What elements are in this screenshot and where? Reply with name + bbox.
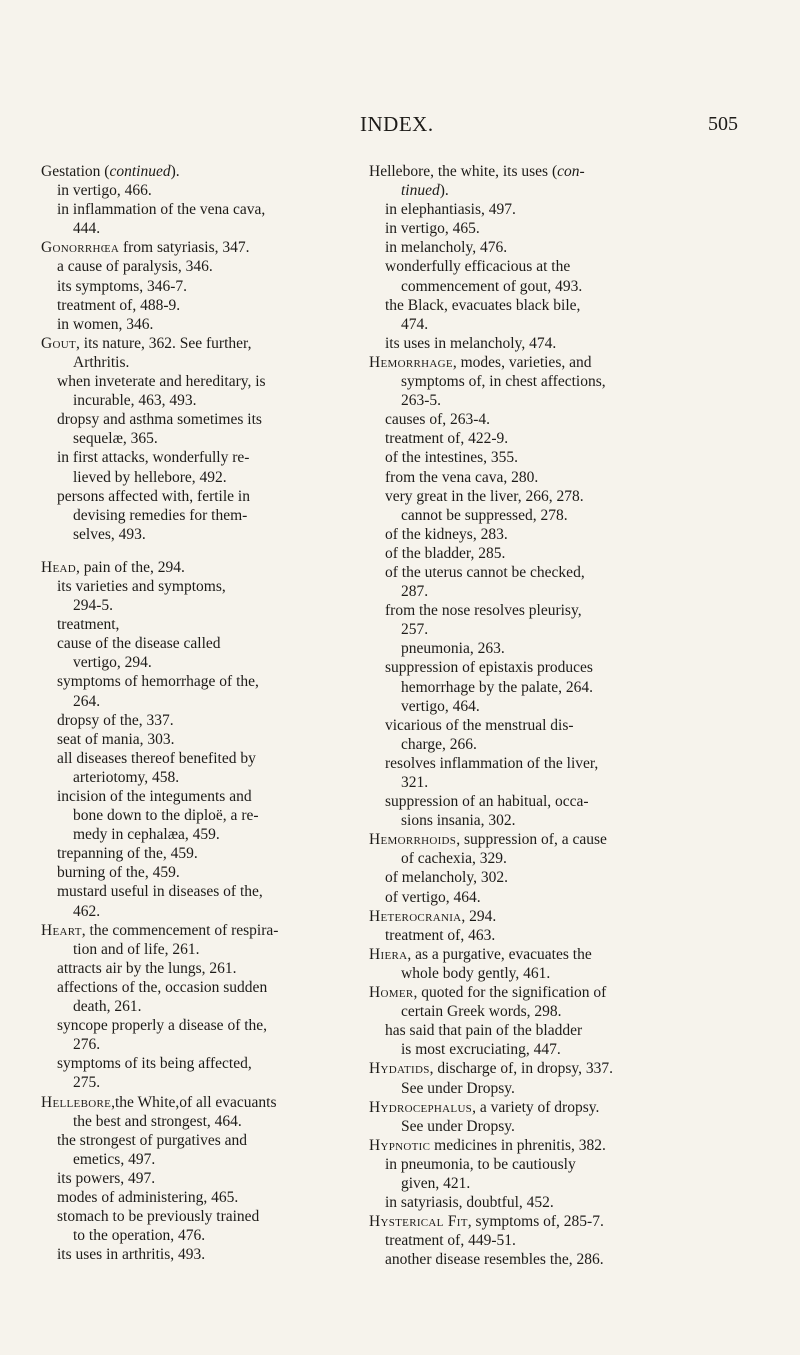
index-text: suppression of an habitual, occa-	[385, 793, 589, 811]
index-subentry	[369, 315, 711, 334]
index-text: symptoms of, in chest affections,	[401, 373, 606, 391]
index-text: incurable, 463, 493.	[73, 392, 197, 410]
index-text: of the bladder, 285.	[385, 544, 506, 562]
index-text: , a variety of dropsy.	[472, 1098, 600, 1116]
index-text: mustard useful in diseases of the,	[57, 883, 263, 901]
index-text: vicarious of the menstrual dis-	[385, 716, 574, 734]
index-text: symptoms of hemorrhage of the,	[57, 673, 259, 691]
index-subentry	[369, 1040, 711, 1059]
index-subentry	[41, 277, 359, 296]
index-subentry	[41, 634, 359, 653]
index-subentry	[369, 849, 711, 868]
index-text: charge, 266.	[401, 735, 477, 753]
index-subentry	[41, 506, 359, 525]
index-text: , quoted for the signification of	[413, 984, 607, 1002]
index-text: Gestation (	[41, 163, 110, 180]
index-text: See under Dropsy.	[401, 1079, 515, 1097]
index-text: emetics, 497.	[73, 1150, 156, 1168]
index-text: in pneumonia, to be cautiously	[385, 1155, 576, 1173]
index-subentry	[41, 1226, 359, 1245]
index-subentry	[41, 468, 359, 487]
index-text: symptoms of its being affected,	[57, 1055, 252, 1073]
index-text: arteriotomy, 458.	[73, 768, 180, 786]
index-column-left	[41, 162, 359, 1264]
index-text: incision of the integuments and	[57, 788, 252, 805]
index-subentry	[41, 372, 359, 391]
index-subentry	[41, 1207, 359, 1226]
index-subentry	[41, 1016, 359, 1035]
index-text: treatment of, 488-9.	[57, 296, 181, 314]
index-text: whole body gently, 461.	[401, 964, 551, 982]
index-text: resolves inflammation of the liver,	[385, 754, 599, 772]
index-text: has said that pain of the bladder	[385, 1022, 583, 1040]
index-subentry	[369, 888, 711, 907]
index-text: , as a purgative, evacuates the	[407, 945, 592, 963]
index-subentry	[369, 1231, 711, 1250]
index-heading-term: Hysterical Fit	[369, 1213, 468, 1231]
index-subentry	[41, 200, 359, 219]
index-subentry	[369, 1079, 711, 1098]
index-subentry	[369, 697, 711, 716]
index-entry	[369, 1098, 711, 1117]
index-text: of cachexia, 329.	[401, 850, 507, 868]
index-heading-term: Hydatids	[369, 1060, 430, 1078]
index-text: trepanning of the, 459.	[57, 845, 198, 863]
index-subentry	[369, 868, 711, 887]
index-text: very great in the liver, 266, 278.	[385, 487, 584, 505]
index-subentry	[369, 506, 711, 525]
index-text: devising remedies for them-	[73, 506, 248, 524]
index-entry	[369, 1212, 711, 1231]
index-subentry	[41, 1131, 359, 1150]
index-subentry	[41, 525, 359, 544]
index-entry	[369, 907, 711, 926]
index-text: selves, 493.	[73, 525, 146, 543]
page-number: 505	[708, 113, 738, 135]
index-subentry	[41, 448, 359, 467]
index-text: 294-5.	[73, 597, 114, 615]
index-subentry	[369, 1155, 711, 1174]
index-subentry	[41, 315, 359, 334]
index-text: 257.	[401, 621, 429, 639]
index-text: the best and strongest, 464.	[73, 1112, 242, 1130]
index-subentry	[41, 692, 359, 711]
index-subentry	[369, 200, 711, 219]
index-entry	[369, 162, 711, 181]
index-subentry	[369, 1021, 711, 1040]
index-subentry	[41, 1073, 359, 1092]
index-heading-term: Hemorrhage	[369, 353, 453, 371]
index-subentry	[41, 882, 359, 901]
index-text: sions insania, 302.	[401, 812, 516, 830]
index-subentry	[41, 1188, 359, 1207]
index-text: 276.	[73, 1036, 101, 1054]
index-text: from the nose resolves pleurisy,	[385, 602, 582, 620]
index-subentry	[369, 773, 711, 792]
index-subentry	[41, 997, 359, 1016]
index-subentry	[41, 806, 359, 825]
index-subentry	[369, 792, 711, 811]
index-subentry	[41, 429, 359, 448]
index-subentry	[369, 181, 711, 200]
index-subentry	[369, 277, 711, 296]
index-text: pneumonia, 263.	[401, 640, 505, 658]
index-text: its uses in arthritis, 493.	[57, 1246, 206, 1264]
index-subentry	[369, 563, 711, 582]
index-text: vertigo, 464.	[401, 697, 480, 715]
index-text: of vertigo, 464.	[385, 888, 481, 906]
index-text: dropsy of the, 337.	[57, 711, 174, 729]
index-text: in first attacks, wonderfully re-	[57, 449, 250, 467]
index-text: vertigo, 294.	[73, 654, 152, 672]
index-subentry	[369, 582, 711, 601]
index-heading-term: Hypnotic	[369, 1136, 431, 1154]
index-text: sequelæ, 365.	[73, 430, 158, 448]
index-subentry	[41, 978, 359, 997]
index-subentry	[369, 639, 711, 658]
index-heading-term: Gout	[41, 334, 77, 352]
index-text: treatment of, 463.	[385, 926, 496, 944]
index-heading-term: Hiera	[369, 945, 408, 963]
index-text: medicines in phrenitis, 382.	[430, 1136, 606, 1154]
index-text: another disease resembles the, 286.	[385, 1251, 604, 1269]
index-subentry	[41, 353, 359, 372]
index-heading-term: Head	[41, 558, 77, 576]
index-text: in women, 346.	[57, 315, 154, 333]
index-subentry	[369, 1250, 711, 1269]
index-subentry	[369, 334, 711, 353]
index-heading-term: Heterocrania	[369, 907, 462, 925]
index-entry	[41, 334, 359, 353]
index-subentry	[369, 678, 711, 697]
index-subentry	[369, 468, 711, 487]
index-subentry	[369, 658, 711, 677]
index-text: 474.	[401, 315, 429, 333]
index-entry	[41, 1093, 359, 1112]
index-subentry	[41, 863, 359, 882]
index-text: the Black, evacuates black bile,	[385, 296, 581, 314]
index-subentry	[41, 959, 359, 978]
index-text: , discharge of, in dropsy, 337.	[429, 1060, 614, 1078]
index-text: its varieties and symptoms,	[57, 577, 226, 595]
index-text: in vertigo, 466.	[57, 182, 152, 200]
index-subentry	[41, 844, 359, 863]
index-subentry	[41, 1035, 359, 1054]
page-header	[0, 112, 800, 142]
index-text: its powers, 497.	[57, 1169, 156, 1187]
index-text: 287.	[401, 583, 429, 601]
index-subentry	[369, 754, 711, 773]
index-text: Arthritis.	[73, 353, 130, 371]
index-text: commencement of gout, 493.	[401, 277, 583, 295]
index-subentry	[41, 940, 359, 959]
index-subentry	[369, 1117, 711, 1136]
index-subentry	[369, 964, 711, 983]
index-subentry	[41, 410, 359, 429]
index-subentry	[369, 716, 711, 735]
index-subentry	[41, 487, 359, 506]
index-text: death, 261.	[73, 998, 142, 1016]
index-text: cause of the disease called	[57, 635, 221, 653]
index-heading-term: Hemorrhoids	[369, 831, 457, 849]
index-text: dropsy and asthma sometimes its	[57, 411, 262, 429]
index-text: of the uterus cannot be checked,	[385, 563, 585, 581]
index-text: , 294.	[461, 907, 497, 925]
index-text: , symptoms of, 285-7.	[467, 1213, 604, 1231]
index-entry	[41, 921, 359, 940]
index-subentry	[41, 1245, 359, 1264]
index-heading-term: Hellebore	[41, 1093, 112, 1111]
index-text: tinued	[401, 182, 440, 200]
index-text: , modes, varieties, and	[452, 353, 592, 371]
index-heading-term: Homer	[369, 984, 414, 1002]
index-text: lieved by hellebore, 492.	[73, 468, 227, 486]
index-text: wonderfully efficacious at the	[385, 258, 571, 276]
index-text: con-	[557, 163, 585, 180]
index-text: treatment of, 422-9.	[385, 430, 509, 448]
index-subentry	[41, 730, 359, 749]
index-text: given, 421.	[401, 1174, 471, 1192]
index-text: certain Greek words, 298.	[401, 1003, 562, 1021]
index-text: cannot be suppressed, 278.	[401, 506, 568, 524]
index-text: hemorrhage by the palate, 264.	[401, 678, 593, 696]
index-entry	[369, 945, 711, 964]
page-title: INDEX.	[360, 112, 434, 136]
index-entry	[41, 238, 359, 257]
index-subentry	[41, 787, 359, 806]
index-text: , suppression of, a cause	[456, 831, 607, 849]
index-entry	[41, 558, 359, 577]
index-text: in vertigo, 465.	[385, 220, 480, 238]
index-text: when inveterate and hereditary, is	[57, 373, 266, 391]
index-text: 321.	[401, 774, 429, 791]
index-text: attracts air by the lungs, 261.	[57, 959, 237, 977]
index-entry	[369, 983, 711, 1002]
index-text: , the commencement of respira-	[81, 921, 279, 939]
index-text: in inflammation of the vena cava,	[57, 201, 266, 219]
index-text: burning of the, 459.	[57, 864, 180, 882]
index-entry	[369, 1059, 711, 1078]
index-subentry	[41, 181, 359, 200]
index-subentry	[369, 410, 711, 429]
index-text: is most excruciating, 447.	[401, 1041, 561, 1059]
index-text: causes of, 263-4.	[385, 411, 491, 429]
index-text: its symptoms, 346-7.	[57, 277, 188, 295]
index-column-right	[369, 162, 711, 1269]
index-subentry	[369, 735, 711, 754]
index-subentry	[369, 1193, 711, 1212]
index-text: in satyriasis, doubtful, 452.	[385, 1194, 554, 1212]
index-subentry	[41, 672, 359, 691]
index-subentry	[41, 391, 359, 410]
index-entry	[41, 162, 359, 181]
index-entry	[369, 353, 711, 372]
index-text: in melancholy, 476.	[385, 239, 508, 257]
index-subentry	[369, 525, 711, 544]
index-text: 444.	[73, 220, 101, 238]
index-text: stomach to be previously trained	[57, 1208, 260, 1226]
index-text: medy in cephalæa, 459.	[73, 826, 220, 844]
index-text: from the vena cava, 280.	[385, 468, 539, 486]
index-text: suppression of epistaxis produces	[385, 659, 593, 677]
index-subentry	[41, 1169, 359, 1188]
index-subentry	[369, 1174, 711, 1193]
index-text: Hellebore, the white, its uses (	[369, 163, 558, 180]
index-text: the strongest of purgatives and	[57, 1131, 247, 1149]
index-text: all diseases thereof benefited by	[57, 749, 256, 767]
index-subentry	[369, 811, 711, 830]
index-text: tion and of life, 261.	[73, 940, 200, 958]
index-subentry	[369, 238, 711, 257]
index-subentry	[41, 653, 359, 672]
index-text: bone down to the diploë, a re-	[73, 807, 259, 825]
index-subentry	[41, 296, 359, 315]
index-subentry	[369, 601, 711, 620]
index-text: modes of administering, 465.	[57, 1188, 239, 1206]
index-subentry	[369, 487, 711, 506]
index-entry	[369, 1136, 711, 1155]
index-heading-term: Gonorrhœa	[41, 239, 120, 257]
index-text: in elephantiasis, 497.	[385, 201, 516, 219]
index-heading-term: Hydrocephalus	[369, 1098, 473, 1116]
index-text: from satyriasis, 347.	[119, 239, 250, 257]
index-text: treatment of, 449-51.	[385, 1232, 516, 1250]
index-subentry	[369, 219, 711, 238]
index-subentry	[41, 768, 359, 787]
index-text: 263-5.	[401, 392, 442, 410]
index-subentry	[369, 544, 711, 563]
index-text: its uses in melancholy, 474.	[385, 334, 557, 352]
index-subentry	[41, 902, 359, 921]
index-heading-term: Heart	[41, 921, 82, 939]
index-subentry	[41, 596, 359, 615]
index-subentry	[369, 448, 711, 467]
index-text: of the intestines, 355.	[385, 449, 519, 467]
index-text: a cause of paralysis, 346.	[57, 258, 213, 276]
index-subentry	[369, 372, 711, 391]
index-text: ).	[170, 163, 180, 180]
index-text: 275.	[73, 1074, 101, 1092]
index-entry	[369, 830, 711, 849]
index-subentry	[41, 1112, 359, 1131]
index-text: , pain of the, 294.	[76, 558, 185, 576]
index-text: , its nature, 362. See further,	[76, 334, 252, 352]
index-subentry	[369, 429, 711, 448]
index-subentry	[41, 1150, 359, 1169]
index-text: of the kidneys, 283.	[385, 525, 508, 543]
index-subentry	[41, 219, 359, 238]
index-subentry	[369, 926, 711, 945]
index-subentry	[41, 577, 359, 596]
index-text: seat of mania, 303.	[57, 730, 175, 748]
index-subentry	[369, 296, 711, 315]
index-subentry	[41, 257, 359, 276]
index-text: ).	[439, 182, 449, 200]
index-text: syncope properly a disease of the,	[57, 1017, 268, 1035]
index-subentry	[369, 391, 711, 410]
index-text: to the operation, 476.	[73, 1227, 206, 1245]
index-text: treatment,	[57, 616, 120, 634]
index-text: continued	[109, 163, 171, 180]
index-subentry	[41, 615, 359, 634]
index-subentry	[41, 711, 359, 730]
index-subentry	[41, 749, 359, 768]
index-text: persons affected with, fertile in	[57, 487, 250, 505]
index-subentry	[369, 257, 711, 276]
index-text: affections of the, occasion sudden	[57, 978, 268, 996]
index-subentry	[41, 1054, 359, 1073]
index-text: See under Dropsy.	[401, 1117, 515, 1135]
index-subentry	[369, 620, 711, 639]
index-subentry	[41, 825, 359, 844]
index-text: 264.	[73, 692, 101, 710]
index-text: 462.	[73, 902, 101, 920]
index-text: of melancholy, 302.	[385, 869, 508, 887]
index-text: ,the White,of all evacuants	[111, 1093, 277, 1111]
index-subentry	[369, 1002, 711, 1021]
